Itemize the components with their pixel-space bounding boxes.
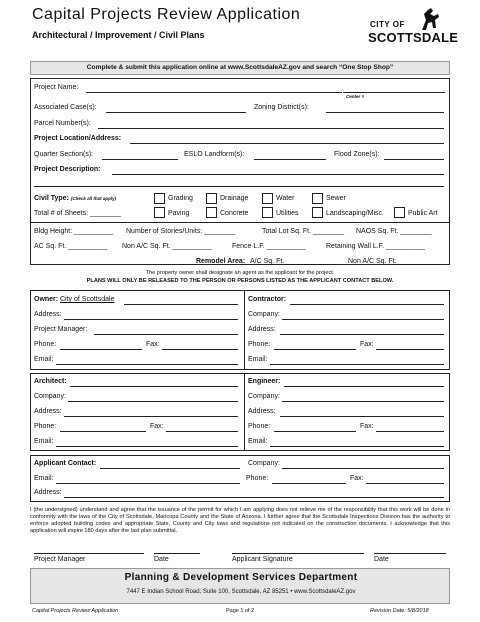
owner-email-label: Email: — [34, 356, 54, 363]
contractor-label: Contractor: — [248, 296, 287, 303]
parcel-numbers-field[interactable] — [98, 128, 444, 129]
logo-scottsdale: SCOTTSDALE — [368, 30, 459, 45]
architect-email-label: Email: — [34, 438, 54, 445]
architect-email-field[interactable] — [56, 446, 238, 447]
engineer-fax-label: Fax: — [360, 423, 374, 430]
owner-address-label: Address: — [34, 311, 62, 318]
architect-company-field[interactable] — [68, 401, 238, 402]
landscaping-label: Landscaping/Misc. — [326, 210, 384, 217]
civil-type-label: Civil Type: (Check all that apply) — [34, 195, 117, 202]
center-number-label: Center # — [346, 94, 365, 99]
center-number-field[interactable] — [343, 92, 445, 93]
contractor-field[interactable] — [290, 304, 444, 305]
applicant-company-label: Company: — [248, 460, 280, 467]
department-name: Planning & Development Services Department — [124, 572, 358, 583]
applicant-phone-label: Phone: — [246, 475, 269, 482]
grading-label: Grading — [168, 195, 193, 202]
applicant-contact-field[interactable] — [100, 468, 240, 469]
bldg-height-field[interactable]: Bldg Height: __________ — [34, 228, 114, 235]
utilities-label: Utilities — [276, 210, 299, 217]
owner-value: City of Scottsdale — [60, 296, 115, 303]
applicant-fax-label: Fax: — [350, 475, 364, 482]
owner-fax-field[interactable] — [162, 349, 238, 350]
retaining-wall-field[interactable]: Retaining Wall L.F. __________ — [326, 243, 425, 250]
owner-label: Owner: — [34, 296, 59, 303]
architect-label: Architect: — [34, 378, 67, 385]
applicant-email-field[interactable] — [56, 483, 240, 484]
total-sheets-label: Total # of Sheets: ________ — [34, 210, 122, 217]
certification-text: I (the undersigned) understand and agree that the issuance of the permit for which I am applying does not relieve me of the responsibility that this work will be done in conformity with the laws of the City of Scottsdale, Maricopa County and the State of Arizona. I further agree that the Scottsdale Inspections Division has the authority to enforce adopted building codes and appropriate State, County and City laws and regulations not indicated on the construction documents. I acknowledge that this application will expire 180 days after the last plan submittal. — [30, 507, 450, 534]
engineer-email-field[interactable] — [270, 446, 444, 447]
engineer-label: Engineer: — [248, 378, 281, 385]
concrete-label: Concrete — [220, 210, 249, 217]
owner-email-field[interactable] — [56, 364, 238, 365]
parcel-numbers-label: Parcel Number(s): — [34, 120, 91, 127]
remodel-area-label: Remodel Area: — [196, 258, 246, 265]
project-location-label: Project Location/Address: — [34, 135, 122, 142]
contractor-fax-label: Fax: — [360, 341, 374, 348]
date-field-2[interactable] — [374, 553, 446, 554]
zoning-districts-label: Zoning District(s): — [254, 104, 309, 111]
release-note: PLANS WILL ONLY BE RELEASED TO THE PERSON OR PERSONS LISTED AS THE APPLICANT CONTACT BELOW. — [86, 278, 394, 284]
architect-fax-label: Fax: — [150, 423, 164, 430]
department-address: 7447 E Indian School Road, Suite 100, Scottsdale, AZ 85251 • www.ScottsdaleAZ.gov — [126, 589, 356, 595]
project-name-field[interactable] — [86, 92, 342, 93]
water-label: Water — [276, 195, 295, 202]
sewer-checkbox[interactable] — [312, 193, 323, 204]
page-subtitle: Architectural / Improvement / Civil Plans — [32, 30, 205, 40]
public-art-checkbox[interactable] — [394, 207, 405, 218]
owner-project-manager-label: Project Manager: — [34, 326, 88, 333]
owner-phone-label: Phone: — [34, 341, 57, 348]
contractor-address-field[interactable] — [280, 334, 444, 335]
engineer-field[interactable] — [284, 386, 444, 387]
online-banner: Complete & submit this application online at www.ScottsdaleAZ.gov and search “One Stop Shop” — [30, 61, 450, 75]
architect-address-label: Address: — [34, 408, 62, 415]
ac-sqft-field[interactable]: AC Sq. Ft. __________ — [34, 243, 108, 250]
total-lot-field[interactable]: Total Lot Sq. Ft. ________ — [262, 228, 345, 235]
project-location-field[interactable] — [130, 143, 444, 144]
project-description-label: Project Description: — [34, 166, 101, 173]
project-description-field-2[interactable] — [34, 186, 444, 187]
footer-page-number: Page 1 of 2 — [226, 608, 255, 614]
associated-cases-field[interactable] — [106, 112, 246, 113]
divider — [30, 222, 450, 223]
eslo-landform-label: ESLO Landform(s): — [184, 151, 245, 158]
water-checkbox[interactable] — [262, 193, 273, 204]
applicant-fax-field[interactable] — [366, 483, 444, 484]
paving-label: Paving — [168, 210, 190, 217]
public-art-label: Public Art — [408, 210, 438, 217]
project-description-field[interactable] — [112, 174, 444, 175]
horse-rider-icon — [418, 6, 440, 32]
associated-cases-label: Associated Case(s): — [34, 104, 97, 111]
naos-field[interactable]: NAOS Sq. Ft. ________ — [356, 228, 432, 235]
project-manager-signature-field[interactable] — [34, 553, 144, 554]
architect-field[interactable] — [70, 386, 238, 387]
architect-company-label: Company: — [34, 393, 66, 400]
landscaping-checkbox[interactable] — [312, 207, 323, 218]
contractor-fax-field[interactable] — [376, 349, 444, 350]
contractor-email-label: Email: — [248, 356, 268, 363]
applicant-signature-field[interactable] — [232, 553, 364, 554]
applicant-address-label: Address: — [34, 489, 62, 496]
city-logo — [356, 6, 459, 50]
applicant-contact-label: Applicant Contact: — [34, 460, 97, 467]
architect-engineer-box — [30, 373, 450, 451]
applicant-email-label: Email: — [34, 475, 54, 482]
contractor-company-field[interactable] — [282, 319, 444, 320]
owner-address-field[interactable] — [64, 319, 238, 320]
engineer-phone-label: Phone: — [248, 423, 271, 430]
footer-revision-date: Revision Date: 5/8/2018 — [370, 608, 429, 614]
engineer-email-label: Email: — [248, 438, 268, 445]
flood-zones-label: Flood Zone(s): — [334, 151, 380, 158]
eslo-landform-field[interactable] — [254, 159, 326, 160]
paving-checkbox[interactable] — [154, 207, 165, 218]
stories-field[interactable]: Number of Stories/Units: ________ — [126, 228, 236, 235]
owner-field[interactable] — [124, 304, 238, 305]
engineer-phone-field[interactable] — [274, 431, 356, 432]
zoning-districts-field[interactable] — [326, 112, 444, 113]
date-caption-1: Date — [154, 556, 169, 563]
footer-form-name: Capital Projects Review Application — [32, 608, 119, 614]
remodel-non-ac-field[interactable]: Non A/C Sq. Ft. __________ — [348, 258, 438, 265]
architect-fax-field[interactable] — [166, 431, 238, 432]
contractor-phone-label: Phone: — [248, 341, 271, 348]
architect-phone-field[interactable] — [60, 431, 146, 432]
divider — [244, 290, 245, 370]
applicant-address-field[interactable] — [64, 497, 444, 498]
remodel-ac-field[interactable]: A/C Sq. Ft. __________ — [250, 258, 326, 265]
engineer-address-label: Address: — [248, 408, 276, 415]
flood-zones-field[interactable] — [384, 159, 444, 160]
drainage-label: Drainage — [220, 195, 249, 202]
page-title: Capital Projects Review Application — [32, 6, 301, 23]
contractor-company-label: Company: — [248, 311, 280, 318]
engineer-address-field[interactable] — [280, 416, 444, 417]
applicant-phone-field[interactable] — [272, 483, 346, 484]
footer-box — [30, 568, 450, 604]
grading-checkbox[interactable] — [154, 193, 165, 204]
logo-city-of: CITY OF — [370, 20, 405, 29]
project-name-label: Project Name: — [34, 84, 79, 91]
applicant-company-field[interactable] — [282, 468, 444, 469]
sewer-label: Sewer — [326, 195, 346, 202]
project-manager-caption: Project Manager — [34, 556, 86, 563]
fence-field[interactable]: Fence L.F. __________ — [232, 243, 306, 250]
divider — [244, 373, 245, 451]
contractor-address-label: Address: — [248, 326, 276, 333]
owner-project-manager-field[interactable] — [94, 334, 238, 335]
concrete-checkbox[interactable] — [206, 207, 217, 218]
non-ac-sqft-field[interactable]: Non A/C Sq. Ft. __________ — [122, 243, 212, 250]
engineer-company-label: Company: — [248, 393, 280, 400]
quarter-sections-label: Quarter Section(s): — [34, 151, 94, 158]
date-field-1[interactable] — [154, 553, 200, 554]
contractor-email-field[interactable] — [270, 364, 444, 365]
agent-note: The property owner shall designate an agent as the applicant for the project. — [145, 270, 335, 276]
applicant-signature-caption: Applicant Signature — [232, 556, 293, 563]
utilities-checkbox[interactable] — [262, 207, 273, 218]
engineer-fax-field[interactable] — [376, 431, 444, 432]
architect-address-field[interactable] — [64, 416, 238, 417]
owner-phone-field[interactable] — [60, 349, 142, 350]
engineer-company-field[interactable] — [282, 401, 444, 402]
drainage-checkbox[interactable] — [206, 193, 217, 204]
quarter-sections-field[interactable] — [102, 159, 178, 160]
date-caption-2: Date — [374, 556, 389, 563]
architect-phone-label: Phone: — [34, 423, 57, 430]
owner-fax-label: Fax: — [146, 341, 160, 348]
contractor-phone-field[interactable] — [274, 349, 356, 350]
